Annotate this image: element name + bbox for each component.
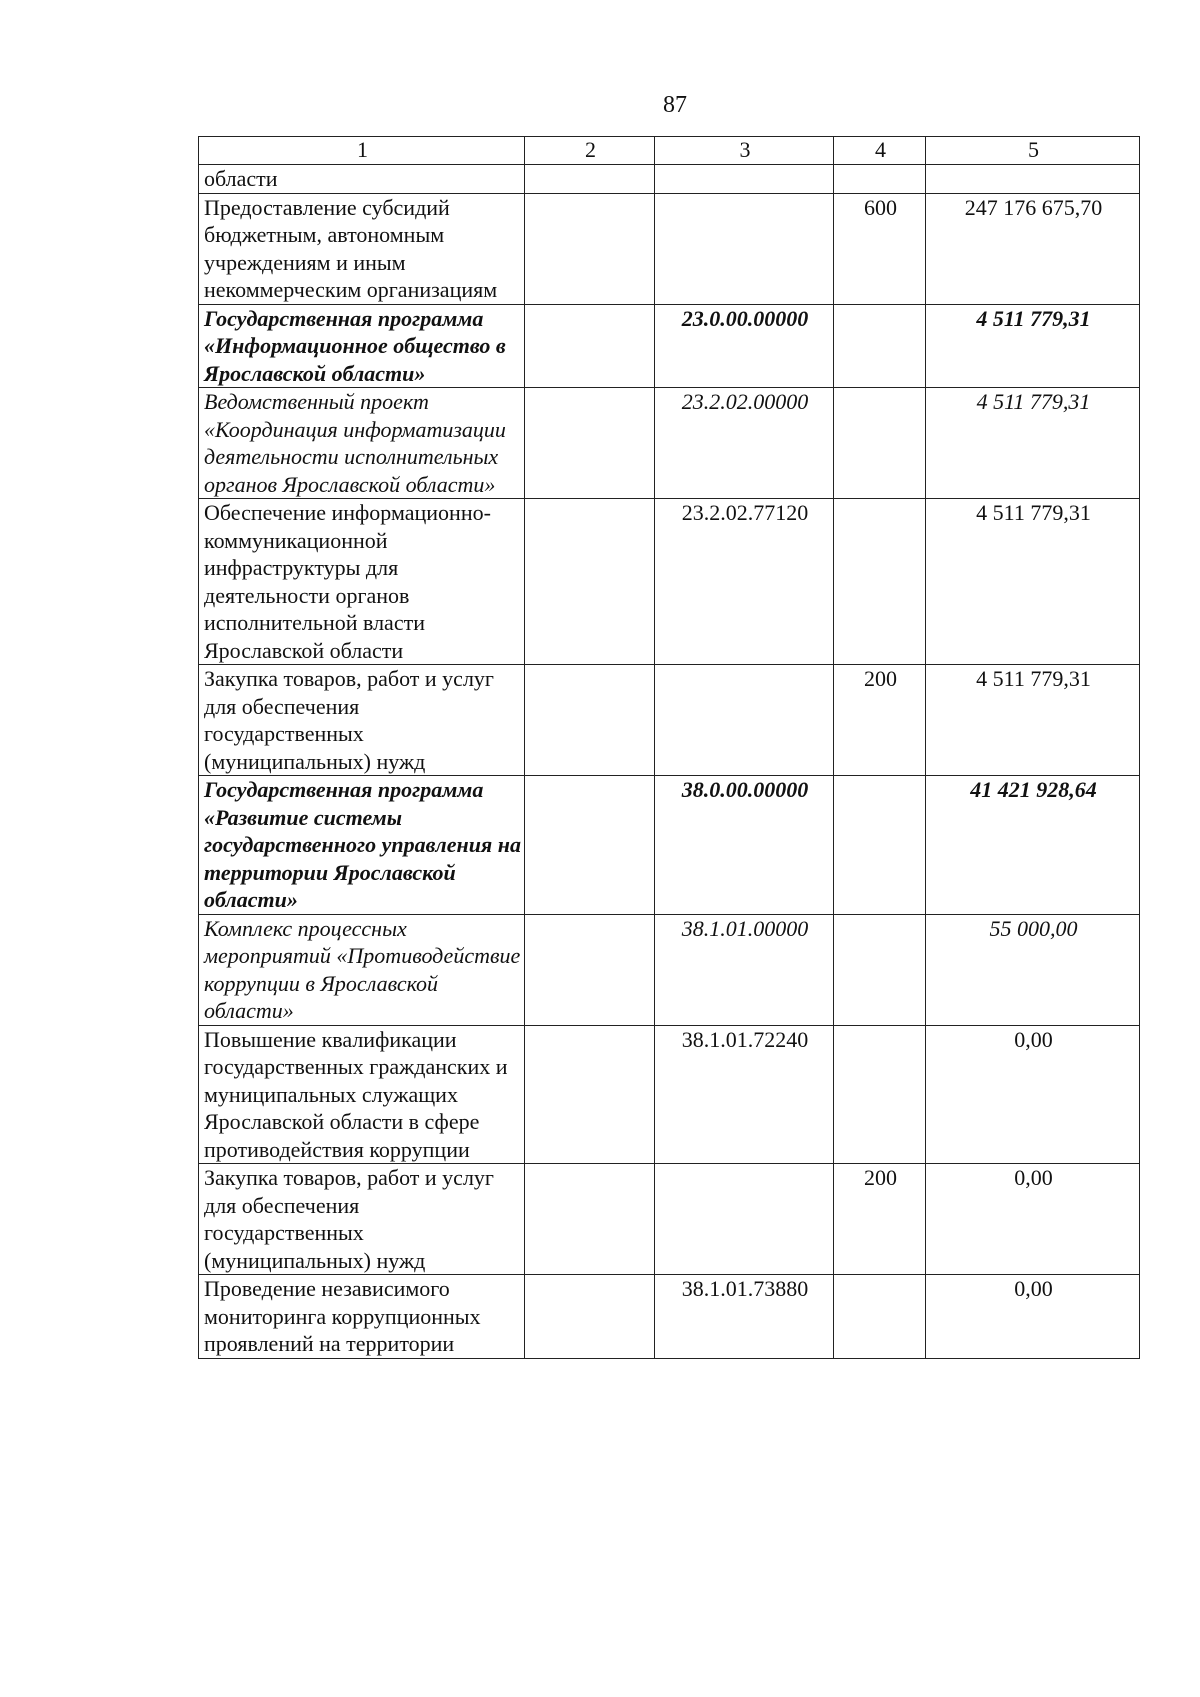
row-name: Повышение квалификации государственных гражданских и муниципальных служащих Ярославской области в сфере противодействия коррупции [199, 1025, 525, 1164]
row-vr [834, 1275, 926, 1359]
row-amount: 247 176 675,70 [926, 193, 1140, 304]
row-amount: 4 511 779,31 [926, 499, 1140, 665]
row-vr [834, 776, 926, 915]
row-vr: 200 [834, 665, 926, 776]
row-amount: 55 000,00 [926, 914, 1140, 1025]
header-col-3: 3 [655, 137, 834, 165]
row-name: Предоставление субсидий бюджетным, автономным учреждениям и иным некоммерческим организациям [199, 193, 525, 304]
table-header-row [199, 137, 1140, 165]
row-amount: 4 511 779,31 [926, 304, 1140, 388]
row-vr [834, 1025, 926, 1164]
row-col2 [525, 499, 655, 665]
row-col2 [525, 193, 655, 304]
row-amount: 4 511 779,31 [926, 388, 1140, 499]
row-col2 [525, 1025, 655, 1164]
header-col-2: 2 [525, 137, 655, 165]
row-amount [926, 165, 1140, 194]
row-amount: 0,00 [926, 1164, 1140, 1275]
header-col-4: 4 [834, 137, 926, 165]
table-row-program [199, 776, 1140, 915]
table-row [199, 1164, 1140, 1275]
row-name: Государственная программа «Развитие системы государственного управления на территории Ярославской области» [199, 776, 525, 915]
row-amount: 0,00 [926, 1275, 1140, 1359]
row-vr [834, 165, 926, 194]
row-code: 38.1.01.00000 [655, 914, 834, 1025]
row-name: Комплекс процессных мероприятий «Противодействие коррупции в Ярославской области» [199, 914, 525, 1025]
table-row [199, 193, 1140, 304]
row-col2 [525, 914, 655, 1025]
row-col2 [525, 304, 655, 388]
row-code [655, 665, 834, 776]
row-vr: 600 [834, 193, 926, 304]
row-code: 38.0.00.00000 [655, 776, 834, 915]
row-col2 [525, 165, 655, 194]
table-row [199, 165, 1140, 194]
row-code: 23.0.00.00000 [655, 304, 834, 388]
row-code [655, 165, 834, 194]
row-name: Закупка товаров, работ и услуг для обеспечения государственных (муниципальных) нужд [199, 665, 525, 776]
row-col2 [525, 1275, 655, 1359]
row-vr: 200 [834, 1164, 926, 1275]
row-code: 38.1.01.73880 [655, 1275, 834, 1359]
row-vr [834, 499, 926, 665]
row-name: Государственная программа «Информационное общество в Ярославской области» [199, 304, 525, 388]
row-col2 [525, 665, 655, 776]
row-col2 [525, 1164, 655, 1275]
row-code [655, 193, 834, 304]
table-row-project [199, 388, 1140, 499]
row-amount: 0,00 [926, 1025, 1140, 1164]
table-row [199, 1275, 1140, 1359]
row-name: Ведомственный проект «Координация информатизации деятельности исполнительных органов Ярославской области» [199, 388, 525, 499]
table-row [199, 1025, 1140, 1164]
row-name: области [199, 165, 525, 194]
row-vr [834, 304, 926, 388]
row-code: 38.1.01.72240 [655, 1025, 834, 1164]
row-name: Закупка товаров, работ и услуг для обеспечения государственных (муниципальных) нужд [199, 1164, 525, 1275]
row-col2 [525, 388, 655, 499]
row-vr [834, 388, 926, 499]
row-name: Обеспечение информационно-коммуникационной инфраструктуры для деятельности органов исполнительной власти Ярославской области [199, 499, 525, 665]
row-code [655, 1164, 834, 1275]
budget-table [198, 136, 1140, 1359]
row-name: Проведение независимого мониторинга коррупционных проявлений на территории [199, 1275, 525, 1359]
page-number: 87 [663, 92, 687, 118]
table-row [199, 665, 1140, 776]
table-row-project [199, 914, 1140, 1025]
row-code: 23.2.02.00000 [655, 388, 834, 499]
row-amount: 4 511 779,31 [926, 665, 1140, 776]
row-code: 23.2.02.77120 [655, 499, 834, 665]
table-row-program [199, 304, 1140, 388]
header-col-5: 5 [926, 137, 1140, 165]
row-vr [834, 914, 926, 1025]
row-col2 [525, 776, 655, 915]
table-row [199, 499, 1140, 665]
row-amount: 41 421 928,64 [926, 776, 1140, 915]
header-col-1: 1 [199, 137, 525, 165]
